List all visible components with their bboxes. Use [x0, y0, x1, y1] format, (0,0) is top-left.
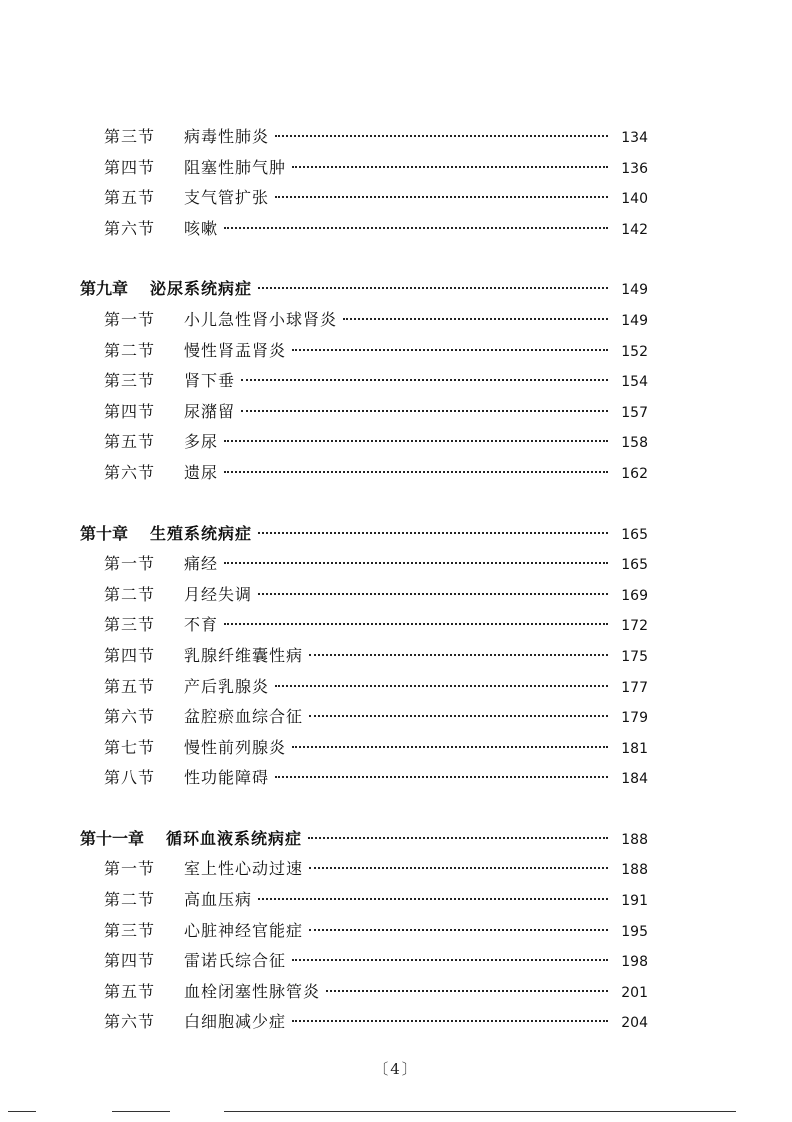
page-ref: 136 — [621, 160, 648, 177]
section-label: 第三节 — [104, 127, 156, 146]
page-ref: 158 — [621, 435, 648, 452]
page-ref: 152 — [621, 343, 648, 360]
section-label: 第四节 — [104, 157, 156, 177]
page-ref: 140 — [621, 191, 648, 208]
section-title: 支气管扩张 — [184, 188, 270, 208]
toc-section-row — [80, 458, 648, 489]
toc-section-row — [80, 183, 648, 214]
dot-leader — [292, 1020, 608, 1022]
dot-leader — [241, 379, 608, 381]
dot-leader — [309, 929, 608, 931]
section-title: 高血压病 — [184, 890, 253, 910]
page-ref: 149 — [621, 312, 648, 329]
dot-leader — [309, 715, 608, 717]
section-label: 第一节 — [104, 309, 156, 329]
section-label: 第三节 — [104, 615, 156, 635]
page-ref: 204 — [621, 1015, 648, 1032]
page-ref: 154 — [621, 374, 648, 391]
page-ref: 179 — [621, 710, 648, 727]
chapter-title: 生殖系统病症 — [150, 523, 253, 543]
chapter-title: 泌尿系统病症 — [150, 279, 253, 299]
page-ref: 195 — [621, 923, 648, 940]
page-ref: 175 — [621, 648, 648, 665]
page-ref: 201 — [621, 984, 648, 1001]
dot-leader — [258, 898, 608, 900]
page-ref: 198 — [621, 954, 648, 971]
toc-section-row — [80, 641, 648, 672]
section-title: 心脏神经官能症 — [184, 920, 304, 940]
bottom-rule-left — [8, 1111, 36, 1112]
toc-section-row — [80, 366, 648, 397]
page-ref: 188 — [621, 831, 648, 848]
section-label: 第四节 — [104, 401, 156, 421]
toc-section-row — [80, 610, 648, 641]
section-title: 阻塞性肺气肿 — [184, 157, 287, 177]
dot-leader — [308, 837, 608, 839]
dot-leader — [258, 532, 608, 534]
section-label: 第二节 — [104, 890, 156, 910]
toc-section-row — [80, 854, 648, 885]
section-title: 月经失调 — [184, 584, 253, 604]
page-ref: 142 — [621, 221, 648, 238]
section-label: 第五节 — [104, 188, 156, 208]
section-label: 第六节 — [104, 218, 156, 238]
section-label: 第六节 — [104, 462, 156, 482]
chapter-title: 循环血液系统病症 — [166, 828, 303, 848]
section-title: 性功能障碍 — [184, 768, 270, 788]
section-title: 雷诺氏综合征 — [184, 951, 287, 971]
section-title: 不育 — [184, 615, 219, 635]
dot-leader — [224, 440, 608, 442]
dot-leader — [292, 746, 608, 748]
section-title: 痛经 — [184, 554, 219, 574]
section-label: 第三节 — [104, 920, 156, 940]
page-ref: 177 — [621, 679, 648, 696]
page-ref: 181 — [621, 740, 648, 757]
section-title: 多尿 — [184, 432, 219, 452]
toc-section-row — [80, 916, 648, 947]
section-title: 血栓闭塞性脉管炎 — [184, 981, 321, 1001]
toc-chapter-row — [80, 824, 648, 855]
page-ref: 169 — [621, 587, 648, 604]
section-label: 第八节 — [104, 768, 156, 788]
toc-section-row — [80, 214, 648, 245]
section-title: 白细胞减少症 — [184, 1012, 287, 1032]
section-title: 肾下垂 — [184, 371, 236, 391]
toc-section-row — [80, 427, 648, 458]
page-ref: 188 — [621, 862, 648, 879]
chapter-label: 第九章 — [80, 279, 129, 299]
toc-section-row — [80, 672, 648, 703]
table-of-contents — [80, 122, 648, 1038]
page-ref: 149 — [621, 282, 648, 299]
section-label: 第五节 — [104, 981, 156, 1001]
chapter-label: 第十章 — [80, 523, 129, 543]
section-label: 第六节 — [104, 1012, 156, 1032]
section-title: 小儿急性肾小球肾炎 — [184, 309, 338, 329]
section-label: 第六节 — [104, 707, 156, 727]
dot-leader — [275, 776, 608, 778]
toc-section-row — [80, 549, 648, 580]
page-ref: 172 — [621, 618, 648, 635]
dot-leader — [343, 318, 608, 320]
page-ref: 165 — [621, 526, 648, 543]
section-title: 病毒性肺炎 — [184, 127, 270, 146]
dot-leader — [292, 959, 608, 961]
toc-section-row — [80, 733, 648, 764]
section-label: 第一节 — [104, 859, 156, 879]
section-title: 室上性心动过速 — [184, 859, 304, 879]
toc-section-row — [80, 153, 648, 184]
toc-section-row — [80, 885, 648, 916]
dot-leader — [224, 562, 608, 564]
toc-chapter-row — [80, 519, 648, 550]
section-label: 第七节 — [104, 737, 156, 757]
section-title: 慢性前列腺炎 — [184, 737, 287, 757]
toc-section-row — [80, 336, 648, 367]
page-ref: 165 — [621, 557, 648, 574]
page-ref: 162 — [621, 465, 648, 482]
section-title: 咳嗽 — [184, 218, 219, 238]
dot-leader — [241, 410, 608, 412]
section-title: 遗尿 — [184, 462, 219, 482]
toc-section-row — [80, 397, 648, 428]
page-ref: 191 — [621, 893, 648, 910]
dot-leader — [292, 349, 608, 351]
page-ref: 157 — [621, 404, 648, 421]
section-label: 第一节 — [104, 554, 156, 574]
dot-leader — [224, 227, 608, 229]
bottom-rule-right — [224, 1111, 736, 1112]
section-label: 第四节 — [104, 645, 156, 665]
dot-leader — [326, 990, 608, 992]
dot-leader — [275, 685, 608, 687]
dot-leader — [275, 135, 608, 137]
dot-leader — [258, 593, 608, 595]
dot-leader — [224, 623, 608, 625]
section-title: 盆腔瘀血综合征 — [184, 707, 304, 727]
section-label: 第五节 — [104, 432, 156, 452]
page-ref: 134 — [621, 130, 648, 146]
dot-leader — [224, 471, 608, 473]
bottom-rule-middle — [112, 1111, 170, 1112]
page-ref: 184 — [621, 771, 648, 788]
toc-section-row — [80, 977, 648, 1008]
section-title: 产后乳腺炎 — [184, 676, 270, 696]
section-label: 第二节 — [104, 584, 156, 604]
toc-chapter-row — [80, 274, 648, 305]
dot-leader — [309, 867, 608, 869]
toc-section-row — [80, 946, 648, 977]
dot-leader — [309, 654, 608, 656]
section-label: 第五节 — [104, 676, 156, 696]
toc-section-row — [80, 702, 648, 733]
toc-section-row — [80, 305, 648, 336]
section-label: 第三节 — [104, 371, 156, 391]
section-title: 乳腺纤维囊性病 — [184, 645, 304, 665]
section-label: 第四节 — [104, 951, 156, 971]
section-title: 慢性肾盂肾炎 — [184, 340, 287, 360]
section-title: 尿潴留 — [184, 401, 236, 421]
dot-leader — [292, 166, 608, 168]
chapter-label: 第十一章 — [80, 828, 145, 848]
section-label: 第二节 — [104, 340, 156, 360]
dot-leader — [258, 287, 608, 289]
dot-leader — [275, 196, 608, 198]
toc-section-row — [80, 122, 648, 153]
toc-section-row — [80, 580, 648, 611]
page-number: 〔4〕 — [373, 1060, 419, 1078]
toc-section-row — [80, 763, 648, 794]
toc-section-row — [80, 1007, 648, 1038]
